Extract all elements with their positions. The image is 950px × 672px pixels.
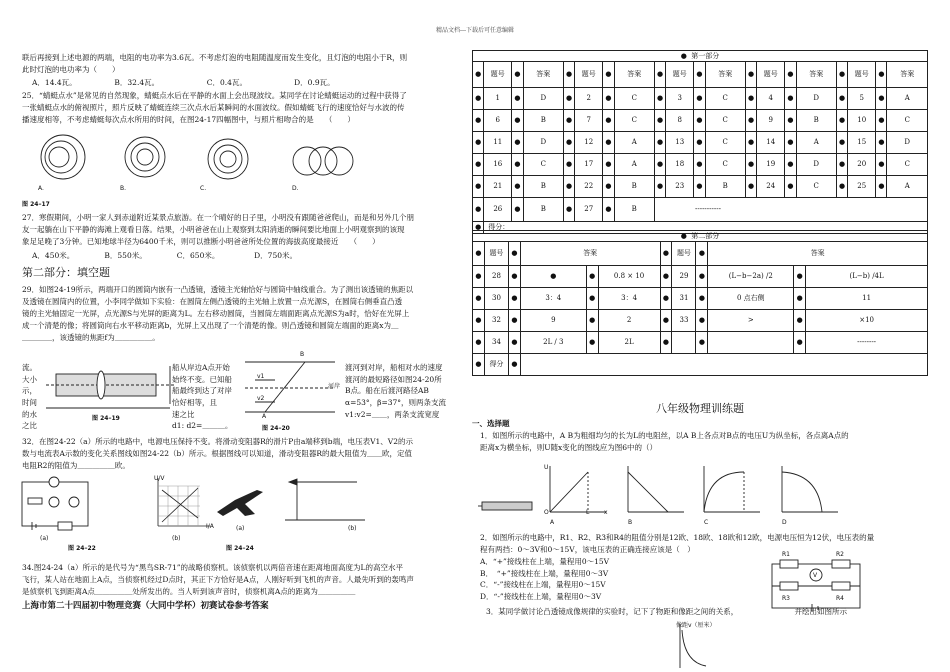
q2-label-v: V — [813, 572, 818, 579]
question-number: 1 — [484, 88, 512, 110]
answer-cell: 3：4 — [520, 288, 586, 310]
fig20-label-v1: v1 — [257, 373, 265, 380]
question-number: 32 — [484, 310, 508, 332]
q27-text: 27．寒假期间，小明一家人到赤道附近某景点旅游。在一个晴好的日子里，小明没有跟随爸爸爬山，而是和另外几个朋 友一起躺在山下平静的海滩上观看日落。结果，小明爸爸在山上观察到太阳消逝的瞬间要比地面上小明观察到的该现 象足足晚了3分钟。已知地球半径为6400千米，则可以推断小明爸爸所处位置的海拔高度最接近 （ ） — [22, 213, 415, 246]
answer-cell: D — [887, 132, 928, 154]
question-number: 20 — [848, 154, 876, 176]
q1-axis-x: x — [604, 509, 608, 516]
question-number: 15 — [848, 132, 876, 154]
answer-cell: 2 — [598, 310, 660, 332]
flight-diagram — [285, 476, 365, 526]
q2-label-r1: R1 — [782, 551, 790, 558]
fig17-caption: 图 24–17 — [22, 201, 50, 208]
q27-option-d: D．750米。 — [254, 251, 298, 260]
q3-axis-label: 像距v（厘米） — [676, 622, 716, 629]
answer-cell: C — [705, 88, 745, 110]
question-number: 12 — [575, 132, 603, 154]
answer-cell: 2L / 3 — [520, 332, 586, 354]
question-number: 5 — [848, 88, 876, 110]
fig20-label-bank: 河岸 — [328, 383, 341, 390]
question-number: 13 — [666, 132, 694, 154]
question-number: 17 — [575, 154, 603, 176]
q2-options — [480, 556, 609, 603]
q2-option-a: A．“+”接线柱在上端，量程用0～15V — [480, 557, 610, 566]
answer-cell — [708, 332, 794, 354]
q3-text: 3．某同学做讨论凸透镜成像规律的实验时，记下了物距和像距之间的关系， 并绘出如图所示 — [486, 607, 848, 616]
answer-cell: D — [796, 154, 836, 176]
part1-answer-row: ● 1 ● D ● 2 ● C ● 3 ● C ● 4 ● D ● 5 ● A — [473, 88, 928, 110]
answer-cell: C — [887, 154, 928, 176]
fig20-caption: 图 24–20 — [262, 425, 290, 432]
answer-cell: B — [614, 198, 654, 222]
answer-cell: C — [523, 154, 563, 176]
fig22-label-a: (a) — [40, 535, 49, 542]
answer-cell: -------- — [806, 332, 928, 354]
answer-cell: B — [523, 110, 563, 132]
answer-cell: B — [523, 198, 563, 222]
part2-title: ● 第二部分 — [473, 231, 928, 242]
part1-answer-row: ● 6 ● B ● 7 ● C ● 8 ● C ● 9 ● B ● 10 ● C — [473, 110, 928, 132]
answer-cell: B — [523, 176, 563, 198]
q24-option-a: A．14.4瓦。 — [32, 78, 77, 87]
fig19-caption: 图 24–19 — [92, 415, 120, 422]
q30-text: 船从岸边A点开始 始终不变。已知船 船最终到达了对岸 恰好相等，且 速之比 d1: d2=＿＿＿。 — [172, 363, 233, 431]
part1-title: ● 第一部分 — [473, 51, 928, 62]
part1-score-row: ● 得分： — [473, 222, 928, 234]
answer-cell: B — [614, 176, 654, 198]
part2-heading: 第二部分：填空题 — [22, 266, 110, 279]
answer-cell: 2L — [598, 332, 660, 354]
q27-option-b: B．550米。 — [104, 251, 147, 260]
answer-cell: 11 — [806, 288, 928, 310]
question-number: 11 — [484, 132, 512, 154]
q31-text: 渡河到对岸，船相对水的速度 渡河的最短路径如图24-20所 B点。船在后渡河路径AB α=53°，β=37°，则两条支流 v1:v2=＿＿，两条支流宽度 — [345, 363, 447, 419]
part2-answer-row: ● 28 ● ● ● 0.8 × 10 ● 29 ● (L−b−2a) /2 ● (L−b) /4L — [473, 266, 928, 288]
question-number — [672, 332, 696, 354]
answer-cell: A — [614, 154, 654, 176]
answer-cell: (L−b) /4L — [806, 266, 928, 288]
q1-axis-l: L — [586, 509, 590, 516]
answer-table-part2 — [472, 230, 928, 376]
answer-cell: B — [796, 110, 836, 132]
q2-option-b: B． “+”接线柱在上端，量程用0～3V — [480, 568, 609, 578]
ripple-figure-24-17 — [25, 135, 355, 210]
part2-answer-row: ● 34 ● 2L / 3 ● 2L ● ● ● -------- — [473, 332, 928, 354]
question-number: 7 — [575, 110, 603, 132]
question-number: 22 — [575, 176, 603, 198]
question-number: 16 — [484, 154, 512, 176]
part2-header-row: ● 题号 ● 答案 ● 题号 ● 答案 — [473, 242, 928, 266]
part1-answer-row: ● 21 ● B ● 22 ● B ● 23 ● B ● 24 ● C ● 25 ● A — [473, 176, 928, 198]
question-number: 2 — [575, 88, 603, 110]
answer-cell: A — [887, 176, 928, 198]
q34-text: 34.图24-24（a）所示的是代号为“黑鸟SR-71”的战略侦察机。该侦察机以两倍音速在距离地面高度为L的高空水平 飞行，某人站在地面上A点，当侦察机经过D点时，其正下方恰好是A点，人刚好听到飞机的声音。人最先听到的轰鸣声 是侦察机飞到距离A点＿＿＿＿＿处所发出的。当人听到该声音时，侦察机离A点的距离为＿＿＿＿＿ — [22, 563, 414, 596]
q2-option-d: D．“-”接线柱在上端，量程用0～3V — [480, 591, 602, 601]
q27-options — [32, 250, 297, 262]
part1-answer-row: ● 16 ● C ● 17 ● A ● 18 ● C ● 19 ● D ● 20 ● C — [473, 154, 928, 176]
q27-option-a: A．450米。 — [32, 251, 75, 260]
part2-score-row: ● 得分 ● — [473, 354, 928, 376]
question-number: 19 — [757, 154, 785, 176]
answer-cell: C — [796, 176, 836, 198]
answer-cell: D — [796, 88, 836, 110]
q24-option-b: B．32.4瓦。 — [114, 78, 160, 87]
circuit-figure-24-22a — [18, 476, 96, 534]
question-number: 31 — [672, 288, 696, 310]
answer-cell: ×10 — [806, 310, 928, 332]
q1-axis-origin: O — [544, 509, 549, 516]
q1-graph-label-d: D — [782, 519, 787, 526]
answer-cell: A — [887, 88, 928, 110]
q2-label-r3: R3 — [782, 595, 790, 602]
question-number: 25 — [848, 176, 876, 198]
q24-option-d: D．0.9瓦。 — [294, 78, 335, 87]
question-number: 9 — [757, 110, 785, 132]
q1-axis-u: U — [544, 464, 549, 471]
fig20-label-b: B — [300, 351, 305, 358]
answer-cell: 0 点右侧 — [708, 288, 794, 310]
part2-answer-row: ● 30 ● 3：4 ● 3：4 ● 31 ● 0 点右侧 ● 11 — [473, 288, 928, 310]
q2-label-r2: R2 — [836, 551, 844, 558]
fig24-label-b: (b) — [348, 525, 357, 532]
question-number: 30 — [484, 288, 508, 310]
q2-text: 2．如图所示的电路中，R1、R2、R3和R4的阻值分别是12欧、18欧、18欧和12欧，电源电压恒为12伏，电压表的量 程有两挡：0～3V和0～15V，该电压表的正确连接应该是（ ） — [480, 533, 875, 554]
answer-cell: A — [614, 132, 654, 154]
q24-option-c: C．0.4瓦。 — [206, 78, 247, 87]
score-label: 得分 — [484, 354, 508, 376]
answer-table-part1 — [472, 50, 928, 234]
fig17-label-a: A. — [38, 185, 44, 192]
graph-figure-24-22b — [150, 476, 212, 532]
q1-graph-label-a: A — [550, 519, 555, 526]
question-number: 21 — [484, 176, 512, 198]
q29-text: 29．如图24-19所示，两端开口的圆筒内嵌有一凸透镜，透镜主光轴恰好与圆筒中轴线重合。为了测出该透镜的焦距以 及透镜在圆筒内的位置，小李同学做如下实验：在圆筒左侧凸透镜的主光轴上放置一点光源S，在圆筒右侧垂直凸透 镜的主光轴固定一光屏，点光源S与光屏的距离为L。左右移动圆筒，当圆筒左端面距离点光源S为a时，恰好在光屏上 成一个清楚的像；将圆筒向右水平移动距离b，光屏上又出现了一个清楚的像。则凸透镜和圆筒左端面的距离x为＿ ＿＿＿＿，该透镜的焦距f为＿＿＿＿＿。 — [22, 285, 414, 342]
q25-text: 25．“蜻蜓点水”是常见的自然现象，蜻蜓点水后在平静的水面上会出现波纹。某同学在讨论蜻蜓运动的过程中获得了 一张蜻蜓点水的俯视照片，照片反映了蜻蜓连续三次点水后某瞬间的水面波纹。假如蜻蜓飞行的速度恰好与水波的传 播速度相等，不考虑蜻蜓每次点水所用的时间，在图24-17四幅图中，与照片相吻合的是 （ ） — [22, 91, 407, 124]
part2-answer-row: ● 32 ● 9 ● 2 ● 33 ● > ● ×10 — [473, 310, 928, 332]
q2-label-r4: R4 — [836, 595, 844, 602]
answer-cell: (L−b−2a) /2 — [708, 266, 794, 288]
q32-text: 32．在图24-22（a）所示的电路中，电源电压保持不变。将滑动变阻器R的滑片P由a端移到b端，电压表V1、V2的示 数与电流表A示数的变化关系图线如图24-22（b）所示。根据图线可以知道，滑动变阻器R的最大阻值为＿＿欧，定值 电阻R2的阻值为＿＿＿＿＿欧。 — [22, 437, 413, 470]
fig17-label-b: B. — [120, 185, 127, 192]
fig17-label-c: C. — [200, 185, 207, 192]
question-number: 23 — [666, 176, 694, 198]
question-number: 14 — [757, 132, 785, 154]
q1-graph-label-b: B — [628, 519, 633, 526]
question-number: 34 — [484, 332, 508, 354]
q1-text: 1．如图所示的电路中，A B为粗细均匀的长为L的电阻丝，以A B上各点对B点的电压U为纵坐标，各点离A点的 距离x为横坐标，则U随x变化的图线应为图6中的（） — [480, 431, 849, 452]
fig17-label-d: D. — [292, 185, 299, 192]
question-number: 10 — [848, 110, 876, 132]
question-number: 8 — [666, 110, 694, 132]
question-number: 3 — [666, 88, 694, 110]
answer-key-title: 上海市第二十四届初中物理竞赛（大同中学杯）初赛试卷参考答案 — [22, 601, 269, 611]
answer-cell: D — [523, 132, 563, 154]
fig24-label-a: (a) — [236, 525, 245, 532]
fig22-label-ia: I/A — [206, 523, 214, 530]
fig20-label-a: A — [262, 413, 267, 420]
page-header: 精品文档---下载后可任意编辑 — [435, 27, 515, 34]
answer-cell: C — [705, 154, 745, 176]
question-number: 27 — [575, 198, 603, 222]
q2-option-c: C．“-”接线柱在上端，量程用0～15V — [480, 580, 606, 590]
fig24-caption: 图 24–24 — [226, 545, 254, 552]
part1-answer-row: ● 26 ● B ● 27 ● B ----------- — [473, 198, 928, 222]
part1-header-row: ● 题号 ● 答案 ● 题号 ● 答案 ● 题号 ● 答案 ● 题号 ● 答案 ● 题号 ● 答案 — [473, 62, 928, 88]
fig22-label-b: (b) — [172, 535, 181, 542]
answer-cell: ● — [520, 266, 586, 288]
question-number: 18 — [666, 154, 694, 176]
answer-cell-blank: ----------- — [654, 198, 927, 222]
fig22-label-uv: U/V — [154, 475, 165, 482]
q24-continuation: 联后再接到上述电源的两端，电阻的电功率为3.6瓦。不考虑灯泡的电阻随温度而发生变化，且灯泡的电阻小于R，则 此时灯泡的电功率为（ ） — [22, 53, 408, 74]
question-number: 4 — [757, 88, 785, 110]
answer-cell: 0.8 × 10 — [598, 266, 660, 288]
fig20-label-v2: v2 — [257, 395, 265, 402]
answer-cell: B — [705, 176, 745, 198]
exam-title: 八年级物理训练题 — [656, 402, 744, 415]
part1-answer-row: ● 11 ● D ● 12 ● A ● 13 ● C ● 14 ● A ● 15 ● D — [473, 132, 928, 154]
answer-cell: D — [523, 88, 563, 110]
section1-heading: 一、选择题 — [472, 419, 510, 428]
answer-cell: C — [887, 110, 928, 132]
aircraft-photo — [215, 486, 265, 520]
answer-cell: C — [705, 132, 745, 154]
question-number: 24 — [757, 176, 785, 198]
question-number: 6 — [484, 110, 512, 132]
answer-cell: 9 — [520, 310, 586, 332]
answer-cell: > — [708, 310, 794, 332]
q1-graph-label-c: C — [704, 519, 709, 526]
answer-cell: C — [705, 110, 745, 132]
cylinder-lens-figure — [46, 360, 178, 420]
question-number: 33 — [672, 310, 696, 332]
q24-options — [32, 77, 335, 89]
answer-cell: A — [796, 132, 836, 154]
question-number: 29 — [672, 266, 696, 288]
fig22-caption: 图 24–22 — [68, 545, 96, 552]
question-number: 28 — [484, 266, 508, 288]
score-label: 得分： — [484, 222, 928, 234]
answer-cell: C — [614, 110, 654, 132]
q27-option-c: C．650米。 — [176, 251, 220, 260]
q29-side-fragments: 流。 大小 示， 时间 的水 之比 — [22, 363, 37, 431]
answer-cell: 3：4 — [598, 288, 660, 310]
answer-cell: C — [614, 88, 654, 110]
question-number: 26 — [484, 198, 512, 222]
